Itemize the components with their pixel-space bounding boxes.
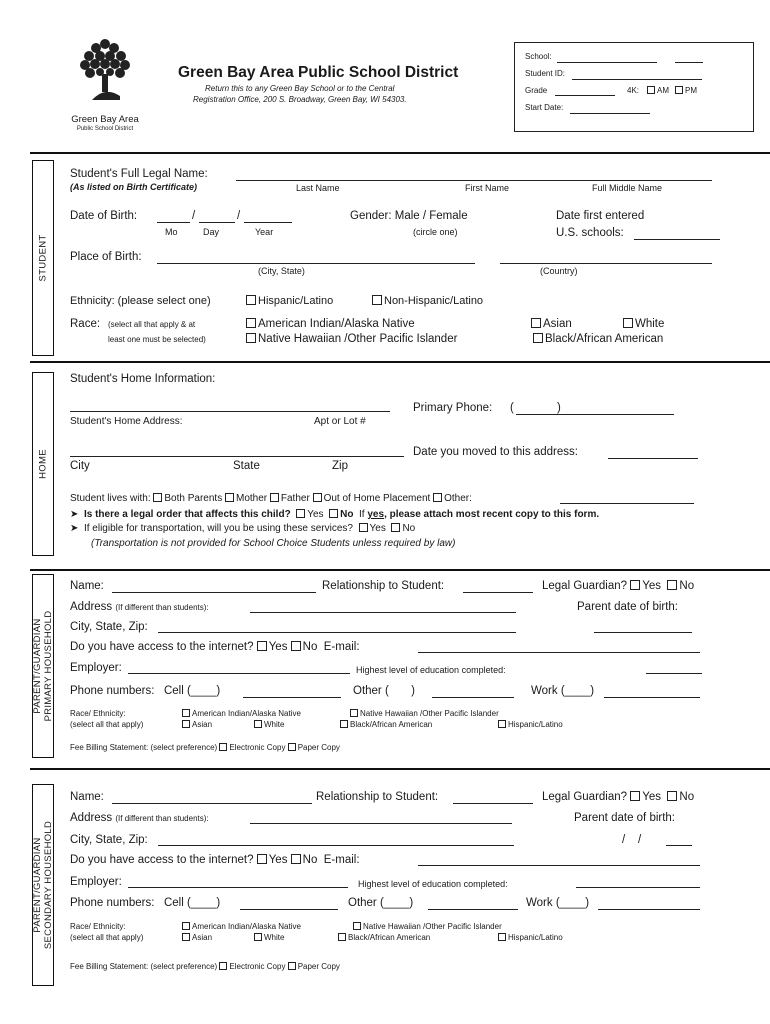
primary-employer-field[interactable] xyxy=(128,673,350,674)
secondary-employer-label: Employer: xyxy=(70,876,122,888)
primary-address-label: Address (If different than students): xyxy=(70,601,209,613)
secondary-race-label-1: Race/ Ethnicity: xyxy=(70,922,126,931)
legal-order-yes-checkbox[interactable]: Yes xyxy=(293,509,323,520)
dob-month-field[interactable] xyxy=(157,222,190,223)
dob-day-field[interactable] xyxy=(199,222,235,223)
primary-paper-copy-checkbox[interactable]: Paper Copy xyxy=(288,743,340,752)
dob-year-field[interactable] xyxy=(244,222,292,223)
secondary-guardian-no-checkbox[interactable]: No xyxy=(664,791,694,803)
race-label: Race: xyxy=(70,318,101,330)
date-first-entered-label: Date first entered xyxy=(556,210,645,222)
both-parents-checkbox[interactable]: Both Parents xyxy=(153,493,222,504)
arrow-icon: ➤ xyxy=(70,509,82,520)
primary-household-label: PARENT/GUARDIAN PRIMARY HOUSEHOLD xyxy=(32,610,54,722)
primary-other-phone-field[interactable] xyxy=(432,697,514,698)
hispanic-checkbox[interactable]: Hispanic/Latino xyxy=(246,295,333,308)
secondary-phone-row: Phone numbers: Cell (____) xyxy=(70,897,221,909)
secondary-household-label: PARENT/GUARDIAN SECONDARY HOUSEHOLD xyxy=(32,820,54,950)
home-address-caption: Student's Home Address: xyxy=(70,416,183,427)
primary-education-label: Highest level of education completed: xyxy=(356,665,506,675)
city-state-caption: (City, State) xyxy=(258,266,305,276)
zip-caption: Zip xyxy=(332,460,348,472)
secondary-cell-field[interactable] xyxy=(240,909,338,910)
middle-name-caption: Full Middle Name xyxy=(592,183,663,193)
secondary-legal-guardian: Legal Guardian? Yes No xyxy=(542,791,695,803)
section-divider xyxy=(30,569,770,571)
home-section-tab xyxy=(32,372,54,556)
out-of-home-checkbox[interactable]: Out of Home Placement xyxy=(313,493,431,504)
primary-guardian-no-checkbox[interactable]: No xyxy=(664,580,694,592)
primary-name-label: Name: xyxy=(70,580,104,592)
secondary-hispanic-checkbox[interactable]: Hispanic/Latino xyxy=(498,933,563,943)
transport-note: (Transportation is not provided for School Choice Students unless required by law) xyxy=(91,538,456,549)
dob-year-caption: Year xyxy=(255,227,274,237)
native-hawaiian-checkbox[interactable]: Native Hawaiian /Other Pacific Islander xyxy=(246,333,457,346)
primary-phone-row: Phone numbers: Cell (____) xyxy=(70,685,221,697)
primary-work-phone-field[interactable] xyxy=(604,697,700,698)
primary-parent-dob-label: Parent date of birth: xyxy=(577,601,679,613)
us-schools-label: U.S. schools: xyxy=(556,227,624,239)
primary-white-checkbox[interactable]: White xyxy=(254,720,284,730)
full-name-label: Student's Full Legal Name: xyxy=(70,168,208,180)
section-divider xyxy=(30,768,770,770)
us-schools-date-field[interactable] xyxy=(634,239,720,240)
transport-yes-checkbox[interactable]: Yes xyxy=(356,523,386,534)
lives-with-label: Student lives with: xyxy=(70,493,151,504)
transport-question: If eligible for transportation, will you be using these services? xyxy=(83,523,353,534)
primary-relationship-label: Relationship to Student: xyxy=(322,580,445,592)
primary-american-indian-checkbox[interactable]: American Indian/Alaska Native xyxy=(182,709,301,719)
primary-city-state-zip-label: City, State, Zip: xyxy=(70,621,148,633)
primary-internet-yes-checkbox[interactable]: Yes xyxy=(257,641,288,653)
primary-electronic-copy-checkbox[interactable]: Electronic Copy xyxy=(219,743,285,752)
secondary-employer-field[interactable] xyxy=(128,887,348,888)
first-name-caption: First Name xyxy=(465,183,510,193)
apt-caption: Apt or Lot # xyxy=(314,416,366,427)
transport-row xyxy=(70,522,415,535)
date-moved-field[interactable] xyxy=(608,458,698,459)
secondary-education-label: Highest level of education completed: xyxy=(358,879,508,889)
home-address-field[interactable] xyxy=(70,411,390,412)
secondary-internet-yes-checkbox[interactable]: Yes xyxy=(257,854,288,866)
secondary-fee-billing-row: Fee Billing Statement: (select preference) Electronic Copy Paper Copy xyxy=(70,962,340,971)
ethnicity-label: Ethnicity: (please select one) xyxy=(70,295,211,307)
primary-guardian-yes-checkbox[interactable]: Yes xyxy=(630,580,661,592)
secondary-other-phone-field[interactable] xyxy=(428,909,518,910)
non-hispanic-checkbox[interactable]: Non-Hispanic/Latino xyxy=(372,295,483,308)
secondary-white-checkbox[interactable]: White xyxy=(254,933,284,943)
secondary-parent-dob-field[interactable]: / / xyxy=(622,834,642,846)
legal-order-row: ➤ Is there a legal order that affects this child? Yes No If yes, please attach most recent copy to this form. xyxy=(70,509,600,520)
secondary-paper-copy-checkbox[interactable]: Paper Copy xyxy=(288,962,340,971)
primary-fee-billing-row: Fee Billing Statement: (select preference) Electronic Copy Paper Copy xyxy=(70,743,340,752)
am-option[interactable]: AM xyxy=(647,86,669,96)
black-checkbox[interactable]: Black/African American xyxy=(533,333,663,346)
k4-label: 4K: xyxy=(627,86,640,95)
primary-hispanic-checkbox[interactable]: Hispanic/Latino xyxy=(498,720,563,730)
home-info-heading: Student's Home Information: xyxy=(70,373,216,385)
primary-name-field[interactable] xyxy=(112,592,316,593)
primary-email-field[interactable] xyxy=(418,652,700,653)
secondary-work-phone-label: Work (____) xyxy=(526,897,590,909)
secondary-guardian-yes-checkbox[interactable]: Yes xyxy=(630,791,661,803)
american-indian-checkbox[interactable]: American Indian/Alaska Native xyxy=(246,318,415,331)
school-field[interactable] xyxy=(557,62,657,63)
lives-with-other-field[interactable] xyxy=(560,503,694,504)
place-of-birth-label: Place of Birth: xyxy=(70,251,142,263)
district-logo xyxy=(70,34,140,134)
secondary-city-state-zip-field[interactable] xyxy=(158,845,514,846)
pm-option[interactable]: PM xyxy=(675,86,697,96)
school-label: School: xyxy=(525,52,552,61)
page-title: Green Bay Area Public School District xyxy=(178,64,459,81)
primary-internet-no-checkbox[interactable]: No xyxy=(291,641,318,653)
primary-black-checkbox[interactable]: Black/African American xyxy=(340,720,432,730)
primary-phone-field[interactable] xyxy=(516,414,674,415)
primary-work-phone-label: Work (____) xyxy=(531,685,595,697)
primary-phone-label: Primary Phone: xyxy=(413,402,493,414)
state-caption: State xyxy=(233,460,260,472)
city-caption: City xyxy=(70,460,90,472)
secondary-address-field[interactable] xyxy=(250,823,512,824)
arrow-icon: ➤ xyxy=(70,523,82,534)
student-id-label: Student ID: xyxy=(525,69,566,78)
full-name-field[interactable] xyxy=(236,180,712,181)
secondary-work-phone-field[interactable] xyxy=(598,909,700,910)
secondary-address-label: Address (If different than students): xyxy=(70,812,209,824)
secondary-race-label-2: (select all that apply) xyxy=(70,933,144,942)
student-section-label: STUDENT xyxy=(37,234,49,282)
secondary-household-tab xyxy=(32,784,54,986)
primary-race-label-1: Race/ Ethnicity: xyxy=(70,709,126,718)
circle-one-note: (circle one) xyxy=(413,227,458,237)
secondary-electronic-copy-checkbox[interactable]: Electronic Copy xyxy=(219,962,285,971)
secondary-city-state-zip-label: City, State, Zip: xyxy=(70,834,148,846)
white-checkbox[interactable]: White xyxy=(623,318,664,331)
last-name-caption: Last Name xyxy=(296,183,340,193)
office-use-box xyxy=(514,42,754,132)
transport-no-checkbox[interactable]: No xyxy=(389,523,416,534)
secondary-black-checkbox[interactable]: Black/African American xyxy=(338,933,430,943)
lives-with-row xyxy=(70,492,472,505)
secondary-other-phone-label: Other (____) xyxy=(348,897,414,909)
mother-checkbox[interactable]: Mother xyxy=(225,493,267,504)
other-checkbox[interactable]: Other: xyxy=(433,493,472,504)
secondary-internet-row: Do you have access to the internet? Yes No E-mail: xyxy=(70,854,360,866)
primary-asian-checkbox[interactable]: Asian xyxy=(182,720,212,730)
start-date-field[interactable] xyxy=(570,113,650,114)
race-note-1: (select all that apply & at xyxy=(108,320,196,329)
race-note-2: least one must be selected) xyxy=(108,335,206,344)
student-section-tab xyxy=(32,160,54,356)
secondary-name-field[interactable] xyxy=(112,803,312,804)
gender-field[interactable]: Gender: Male / Female xyxy=(350,210,468,222)
grade-label: Grade xyxy=(525,86,548,95)
primary-cell-field[interactable] xyxy=(243,697,341,698)
primary-legal-guardian: Legal Guardian? Yes No xyxy=(542,580,695,592)
primary-address-field[interactable] xyxy=(250,612,516,613)
primary-native-hawaiian-checkbox[interactable]: Native Hawaiian /Other Pacific Islander xyxy=(350,709,499,719)
secondary-asian-checkbox[interactable]: Asian xyxy=(182,933,212,943)
primary-relationship-field[interactable] xyxy=(463,592,533,593)
place-of-birth-country-field[interactable] xyxy=(500,263,712,264)
primary-other-phone-label: Other ( ) xyxy=(353,685,415,697)
primary-employer-label: Employer: xyxy=(70,662,122,674)
asian-checkbox[interactable]: Asian xyxy=(531,318,572,331)
primary-parent-dob-field[interactable] xyxy=(594,632,692,633)
place-of-birth-city-field[interactable] xyxy=(157,263,475,264)
date-moved-label: Date you moved to this address: xyxy=(413,446,578,458)
secondary-relationship-field[interactable] xyxy=(453,803,533,804)
primary-city-state-zip-field[interactable] xyxy=(158,632,516,633)
legal-order-question: Is there a legal order that affects this child? xyxy=(83,509,291,520)
primary-race-label-2: (select all that apply) xyxy=(70,720,144,729)
primary-education-field[interactable] xyxy=(646,673,702,674)
logo-subtitle: Public School District xyxy=(76,126,134,132)
secondary-relationship-label: Relationship to Student: xyxy=(316,791,439,803)
secondary-education-field[interactable] xyxy=(576,887,700,888)
secondary-email-field[interactable] xyxy=(418,865,700,866)
secondary-american-indian-checkbox[interactable]: American Indian/Alaska Native xyxy=(182,922,301,932)
tree-icon xyxy=(70,34,140,108)
student-id-field[interactable] xyxy=(572,79,702,80)
dob-day-caption: Day xyxy=(203,227,220,237)
secondary-name-label: Name: xyxy=(70,791,104,803)
section-divider xyxy=(30,152,770,154)
dob-mo-caption: Mo xyxy=(165,227,178,237)
dob-label: Date of Birth: xyxy=(70,210,138,222)
grade-field[interactable] xyxy=(555,95,615,96)
home-city-state-zip-field[interactable] xyxy=(70,456,404,457)
secondary-internet-no-checkbox[interactable]: No xyxy=(291,854,318,866)
start-date-label: Start Date: xyxy=(525,103,564,112)
country-caption: (Country) xyxy=(540,266,578,276)
legal-order-no-checkbox[interactable]: No xyxy=(326,509,353,520)
primary-household-tab xyxy=(32,574,54,758)
section-divider xyxy=(30,361,770,363)
home-section-label: HOME xyxy=(37,449,49,479)
primary-internet-row: Do you have access to the internet? Yes No E-mail: xyxy=(70,641,360,653)
secondary-native-hawaiian-checkbox[interactable]: Native Hawaiian /Other Pacific Islander xyxy=(353,922,502,932)
secondary-parent-dob-label: Parent date of birth: xyxy=(574,812,676,824)
birth-certificate-note: (As listed on Birth Certificate) xyxy=(70,182,198,192)
return-instructions-2: Registration Office, 200 S. Broadway, Green Bay, WI 54303. xyxy=(193,95,407,104)
father-checkbox[interactable]: Father xyxy=(270,493,310,504)
return-instructions-1: Return this to any Green Bay School or to the Central xyxy=(205,84,395,93)
logo-name: Green Bay Area xyxy=(71,114,139,125)
